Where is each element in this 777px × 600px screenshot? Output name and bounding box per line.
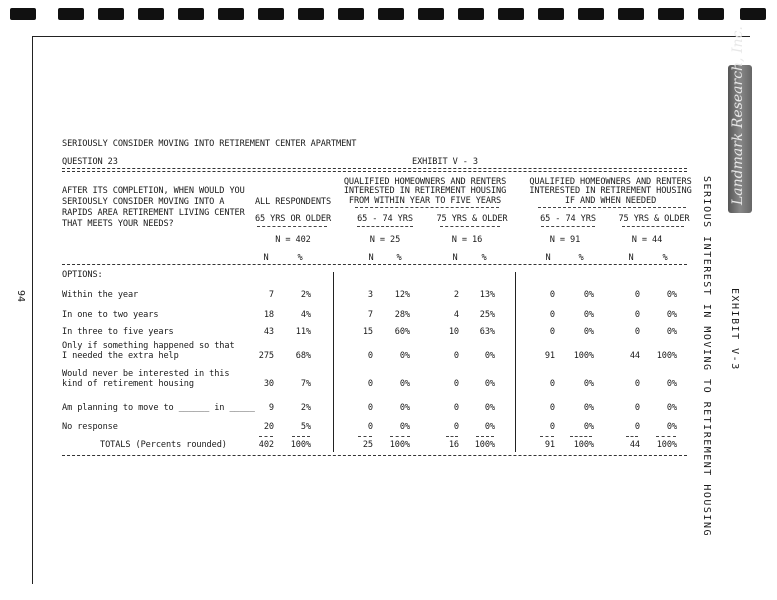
group-all-line1: ALL RESPONDENTS	[254, 197, 332, 207]
col-head: N	[368, 253, 374, 263]
row-label: In three to five years	[62, 327, 174, 337]
binder-hole	[418, 8, 444, 20]
question-text-line: RAPIDS AREA RETIREMENT LIVING CENTER	[62, 208, 245, 218]
cell-value: 0%	[583, 290, 594, 300]
cell-value: 0%	[484, 351, 495, 361]
group-needed-sub1-rule	[541, 226, 595, 227]
binder-hole	[258, 8, 284, 20]
total-rule	[390, 436, 410, 437]
cell-value: 0%	[399, 403, 410, 413]
binder-hole	[658, 8, 684, 20]
group-needed-title-line: QUALIFIED HOMEOWNERS AND RENTERS	[529, 177, 692, 187]
row-label: Would never be interested in this	[62, 369, 230, 379]
cell-value: 0%	[583, 327, 594, 337]
cell-value: 60%	[394, 327, 410, 337]
row-label: Within the year	[62, 290, 139, 300]
cell-value: 0%	[583, 403, 594, 413]
binder-holes	[0, 8, 777, 22]
cell-value: 0	[634, 403, 640, 413]
total-value: 100%	[474, 440, 495, 450]
group-needed-n1: N = 91	[549, 235, 581, 245]
group-needed-n2: N = 44	[631, 235, 663, 245]
cell-value: 0%	[399, 422, 410, 432]
cell-value: 0	[634, 422, 640, 432]
binder-hole	[298, 8, 324, 20]
cell-value: 0%	[583, 379, 594, 389]
cell-value: 7	[268, 290, 274, 300]
cell-value: 4	[453, 310, 459, 320]
col-head: N	[628, 253, 634, 263]
company-logo	[728, 26, 752, 213]
total-rule	[292, 436, 310, 437]
col-head: %	[662, 253, 668, 263]
group-five-sub1-rule	[357, 226, 413, 227]
binder-hole	[178, 8, 204, 20]
header-rule-2	[62, 171, 687, 172]
cell-value: 0	[634, 379, 640, 389]
cell-value: 0	[367, 403, 373, 413]
row-label: kind of retirement housing	[62, 379, 194, 389]
total-rule	[626, 436, 638, 437]
cell-value: 0%	[484, 379, 495, 389]
cell-value: 15	[362, 327, 373, 337]
cell-value: 2%	[300, 290, 311, 300]
total-rule	[446, 436, 458, 437]
cell-value: 91	[544, 351, 555, 361]
question-text-line: AFTER ITS COMPLETION, WHEN WOULD YOU	[62, 186, 245, 196]
cell-value: 0	[549, 310, 555, 320]
total-value: 44	[629, 440, 640, 450]
cell-value: 0	[549, 403, 555, 413]
col-head: N	[545, 253, 551, 263]
row-label: No response	[62, 422, 118, 432]
cell-value: 44	[629, 351, 640, 361]
total-value: 100%	[389, 440, 410, 450]
group-five-n2: N = 16	[451, 235, 483, 245]
total-rule	[570, 436, 592, 437]
cell-value: 4%	[300, 310, 311, 320]
cell-value: 0	[549, 327, 555, 337]
cell-value: 18	[263, 310, 274, 320]
cell-value: 7%	[300, 379, 311, 389]
exhibit-label: EXHIBIT V - 3	[412, 157, 478, 167]
binder-hole	[378, 8, 404, 20]
cell-value: 43	[263, 327, 274, 337]
row-label: In one to two years	[62, 310, 159, 320]
binder-hole	[98, 8, 124, 20]
total-value: 100%	[656, 440, 677, 450]
group-needed-title-line: IF AND WHEN NEEDED	[564, 196, 657, 206]
row-label: I needed the extra help	[62, 351, 179, 361]
cell-value: 0	[634, 290, 640, 300]
cell-value: 0	[634, 327, 640, 337]
page-frame-top	[32, 36, 750, 37]
total-value: 16	[448, 440, 459, 450]
col-head: %	[297, 253, 303, 263]
cell-value: 0%	[666, 310, 677, 320]
binder-hole	[10, 8, 36, 20]
cell-value: 68%	[295, 351, 311, 361]
col-head: %	[578, 253, 584, 263]
total-rule	[476, 436, 494, 437]
group-all-n: N = 402	[275, 235, 311, 245]
cell-value: 0	[453, 422, 459, 432]
total-rule	[358, 436, 372, 437]
logo-text: Landmark Research, Inc.	[730, 26, 746, 205]
question-number: QUESTION 23	[62, 157, 118, 167]
col-head: N	[263, 253, 269, 263]
cell-value: 13%	[479, 290, 495, 300]
binder-hole	[338, 8, 364, 20]
question-text-line: SERIOUSLY CONSIDER MOVING INTO A	[62, 197, 225, 207]
total-value: 402	[258, 440, 274, 450]
total-rule	[540, 436, 554, 437]
cell-value: 0%	[399, 351, 410, 361]
cell-value: 10	[448, 327, 459, 337]
question-text-line: THAT MEETS YOUR NEEDS?	[62, 219, 174, 229]
group-needed-sub2-rule	[622, 226, 684, 227]
section-title: SERIOUSLY CONSIDER MOVING INTO RETIREMENT CENTER APARTMENT	[62, 139, 357, 149]
cell-value: 7	[367, 310, 373, 320]
cell-value: 28%	[394, 310, 410, 320]
cell-value: 5%	[300, 422, 311, 432]
col-head: %	[481, 253, 487, 263]
cell-value: 275	[258, 351, 274, 361]
options-label: OPTIONS:	[62, 270, 103, 280]
col-head: N	[452, 253, 458, 263]
binder-hole	[698, 8, 724, 20]
cell-value: 0	[367, 422, 373, 432]
cell-value: 0%	[484, 403, 495, 413]
cell-value: 0%	[666, 403, 677, 413]
group-five-title-line: INTERESTED IN RETIREMENT HOUSING	[343, 186, 507, 196]
binder-hole	[58, 8, 84, 20]
cell-value: 11%	[295, 327, 311, 337]
cell-value: 9	[268, 403, 274, 413]
group-all-line2: 65 YRS OR OLDER	[254, 214, 332, 224]
binder-hole	[740, 8, 766, 20]
cell-value: 0	[453, 351, 459, 361]
row-label: Only if something happened so that	[62, 341, 235, 351]
cell-value: 0	[634, 310, 640, 320]
footer-rule	[62, 455, 687, 456]
cell-value: 0%	[399, 379, 410, 389]
col-head: %	[396, 253, 402, 263]
cell-value: 63%	[479, 327, 495, 337]
row-label: Am planning to move to ______ in _____	[62, 403, 255, 413]
group-needed-sub1: 65 - 74 YRS	[540, 214, 596, 224]
total-value: 25	[362, 440, 373, 450]
cell-value: 12%	[394, 290, 410, 300]
page-number: 94	[15, 290, 26, 303]
total-rule	[656, 436, 676, 437]
column-head-rule	[62, 264, 687, 265]
total-value: 100%	[573, 440, 594, 450]
total-value: 100%	[290, 440, 311, 450]
group-needed-rule	[538, 207, 686, 208]
totals-label: TOTALS (Percents rounded)	[100, 440, 227, 450]
group-needed-title-line: INTERESTED IN RETIREMENT HOUSING	[529, 186, 692, 196]
group-five-sub1: 65 - 74 YRS	[357, 214, 413, 224]
side-title: SERIOUS INTEREST IN MOVING TO RETIREMENT HOUSING	[701, 176, 712, 537]
cell-value: 0	[367, 379, 373, 389]
cell-value: 20	[263, 422, 274, 432]
cell-value: 0	[367, 351, 373, 361]
header-rule-1	[62, 168, 687, 169]
group-needed-sub2: 75 YRS & OLDER	[618, 214, 690, 224]
group-all-rule	[257, 226, 327, 227]
cell-value: 0%	[666, 422, 677, 432]
binder-hole	[578, 8, 604, 20]
cell-value: 2	[453, 290, 459, 300]
binder-hole	[218, 8, 244, 20]
cell-value: 0%	[666, 290, 677, 300]
cell-value: 0	[549, 422, 555, 432]
binder-hole	[498, 8, 524, 20]
cell-value: 0%	[666, 327, 677, 337]
cell-value: 100%	[573, 351, 594, 361]
cell-value: 0	[549, 290, 555, 300]
cell-value: 0	[453, 379, 459, 389]
total-value: 91	[544, 440, 555, 450]
total-rule	[259, 436, 273, 437]
page-frame-left	[32, 36, 33, 584]
binder-hole	[138, 8, 164, 20]
group-five-rule	[355, 207, 499, 208]
cell-value: 2%	[300, 403, 311, 413]
cell-value: 0	[549, 379, 555, 389]
cell-value: 3	[367, 290, 373, 300]
binder-hole	[618, 8, 644, 20]
cell-value: 0	[453, 403, 459, 413]
cell-value: 0%	[484, 422, 495, 432]
cell-value: 100%	[656, 351, 677, 361]
binder-hole	[458, 8, 484, 20]
cell-value: 0%	[583, 310, 594, 320]
cell-value: 0%	[583, 422, 594, 432]
group-five-title-line: FROM WITHIN YEAR TO FIVE YEARS	[348, 196, 502, 206]
cell-value: 0%	[666, 379, 677, 389]
group-five-title-line: QUALIFIED HOMEOWNERS AND RENTERS	[343, 177, 507, 187]
group-five-sub2: 75 YRS & OLDER	[436, 214, 508, 224]
cell-value: 30	[263, 379, 274, 389]
side-exhibit: EXHIBIT V-3	[729, 288, 740, 371]
group-five-n1: N = 25	[369, 235, 401, 245]
binder-hole	[538, 8, 564, 20]
group-five-sub2-rule	[440, 226, 500, 227]
cell-value: 25%	[479, 310, 495, 320]
